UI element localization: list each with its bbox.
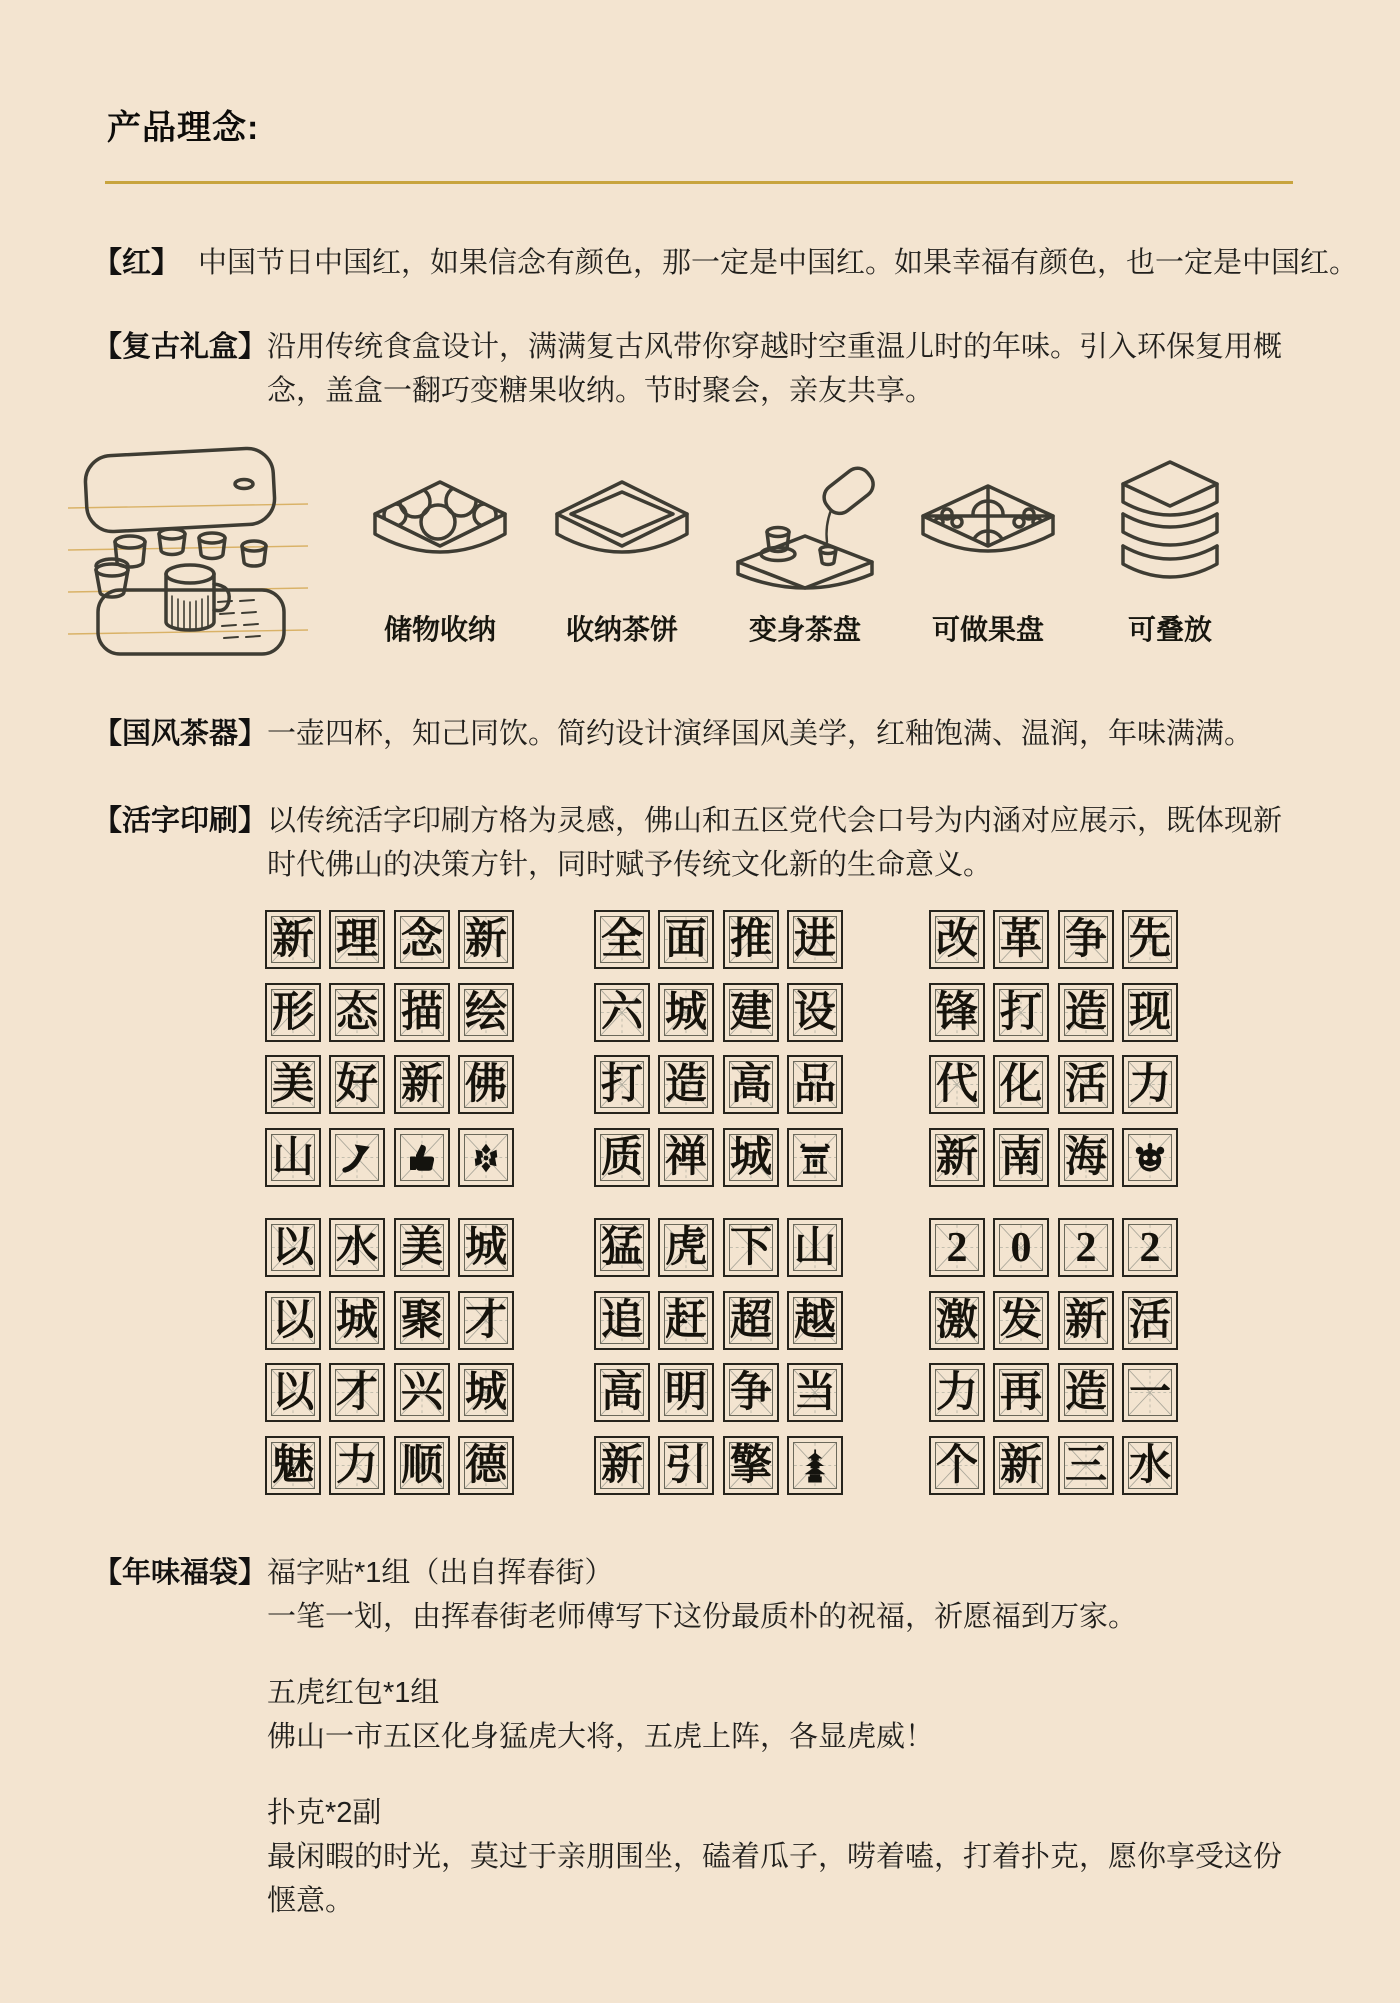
type-cell (458, 1128, 514, 1187)
type-character: 现 (1128, 989, 1171, 1036)
type-character: 新 (999, 1442, 1042, 1489)
feature-label: 可做果盘 (931, 614, 1044, 645)
type-cell (265, 1363, 321, 1422)
section-movable-type-label: 【活字印刷】 (93, 805, 268, 837)
type-cell (658, 1128, 714, 1187)
type-cell (458, 1055, 514, 1114)
type-cell (329, 1218, 385, 1277)
type-character: 打 (999, 989, 1042, 1036)
type-character: 城 (664, 989, 707, 1036)
type-cell (594, 1128, 650, 1187)
type-character: 城 (729, 1134, 772, 1181)
type-cell (929, 1218, 985, 1277)
type-cell (658, 983, 714, 1042)
type-cell (787, 910, 843, 969)
type-character: 活 (1064, 1061, 1107, 1108)
type-character: 高 (600, 1369, 643, 1416)
arrow-icon (331, 1130, 383, 1185)
type-character: 代 (935, 1061, 978, 1108)
type-cell (1058, 1436, 1114, 1495)
type-cell (265, 1291, 321, 1350)
type-cell (458, 910, 514, 969)
type-cell (394, 1436, 450, 1495)
type-cell (787, 983, 843, 1042)
type-cell (993, 1218, 1049, 1277)
fortune-bag-item (267, 1551, 1282, 1639)
type-cell (458, 1291, 514, 1350)
section-movable-type-text (267, 799, 1282, 887)
type-cell (1058, 983, 1114, 1042)
section-fortune-bag-label: 【年味福袋】 (93, 1557, 268, 1589)
type-cell (787, 1055, 843, 1114)
type-character: 越 (793, 1297, 836, 1344)
type-character: 引 (664, 1442, 707, 1489)
type-cell (594, 1218, 650, 1277)
type-character: 力 (1128, 1061, 1171, 1108)
text-line: 五虎红包*1组 (267, 1677, 440, 1709)
type-cell (594, 1055, 650, 1114)
type-character: 虎 (664, 1224, 707, 1271)
type-cell (458, 1363, 514, 1422)
type-character: 才 (464, 1297, 507, 1344)
type-character: 态 (335, 989, 378, 1036)
type-character: 禅 (664, 1134, 707, 1181)
type-cell (1122, 1055, 1178, 1114)
type-cell (394, 1055, 450, 1114)
type-character: 山 (271, 1134, 314, 1181)
type-cell (329, 1055, 385, 1114)
type-character: 聚 (400, 1297, 443, 1344)
type-cell (723, 910, 779, 969)
type-cell (993, 1436, 1049, 1495)
type-character: 改 (935, 916, 978, 963)
type-character: 明 (664, 1369, 707, 1416)
type-cell (265, 1218, 321, 1277)
type-character: 先 (1128, 916, 1171, 963)
type-cell (723, 983, 779, 1042)
type-cell (993, 983, 1049, 1042)
type-character: 力 (935, 1369, 978, 1416)
type-character: 以 (271, 1224, 314, 1271)
type-character: 水 (335, 1224, 378, 1271)
type-cell (458, 1218, 514, 1277)
feature-label: 变身茶盘 (748, 614, 861, 645)
type-character: 描 (400, 989, 443, 1036)
exploded-gift-box-illustration (60, 444, 316, 671)
fortune-bag-item (267, 1791, 1282, 1923)
type-cell (929, 910, 985, 969)
type-character: 城 (464, 1224, 507, 1271)
type-cell (1122, 1291, 1178, 1350)
type-character: 六 (600, 989, 643, 1036)
storage-tray-icon (345, 452, 535, 602)
type-cell (929, 1363, 985, 1422)
type-cell (394, 983, 450, 1042)
type-character: 面 (664, 916, 707, 963)
type-character: 2 (946, 1224, 968, 1271)
type-cell (929, 1291, 985, 1350)
type-character: 美 (400, 1224, 443, 1271)
type-character: 进 (793, 916, 836, 963)
pagoda-icon (789, 1438, 841, 1493)
type-cell (929, 1436, 985, 1495)
type-character: 顺 (400, 1442, 443, 1489)
type-cell (993, 1128, 1049, 1187)
type-character: 一 (1128, 1369, 1171, 1416)
text-line: 以传统活字印刷方格为灵感，佛山和五区党代会口号为内涵对应展示，既体现新 (267, 805, 1283, 837)
type-character: 追 (600, 1297, 643, 1344)
type-cell (394, 1218, 450, 1277)
stackable-icon (1075, 452, 1265, 602)
section-red-text (198, 241, 1358, 285)
type-character: 好 (335, 1061, 378, 1108)
section-fortune-bag (93, 1551, 1282, 1923)
text-line: 最闲暇的时光，莫过于亲朋围坐，磕着瓜子，唠着嗑，打着扑克，愿你享受这份 (267, 1841, 1283, 1873)
text-line: 扑克*2副 (267, 1797, 382, 1829)
type-cell (1122, 1363, 1178, 1422)
type-cell (265, 1055, 321, 1114)
type-character: 当 (793, 1369, 836, 1416)
type-character: 活 (1128, 1297, 1171, 1344)
type-character: 个 (935, 1442, 978, 1489)
type-character: 建 (729, 989, 772, 1036)
type-cell (787, 1363, 843, 1422)
text-line: 佛山一市五区化身猛虎大将，五虎上阵，各显虎威！ (267, 1721, 935, 1753)
type-cell (329, 1291, 385, 1350)
type-cell (329, 983, 385, 1042)
type-character: 绘 (464, 989, 507, 1036)
type-cell (1122, 1436, 1178, 1495)
type-cell (993, 1055, 1049, 1114)
type-character: 新 (935, 1134, 978, 1181)
fruit-tray-icon (893, 452, 1083, 602)
type-character: 形 (271, 989, 314, 1036)
type-cell (458, 983, 514, 1042)
feature-label: 储物收纳 (383, 614, 496, 645)
type-character: 城 (464, 1369, 507, 1416)
type-character: 超 (729, 1297, 772, 1344)
type-character: 猛 (600, 1224, 643, 1271)
type-cell (594, 910, 650, 969)
type-cell (929, 983, 985, 1042)
type-character: 争 (729, 1369, 772, 1416)
section-retro-box (93, 325, 1282, 413)
text-line: 中国节日中国红，如果信念有颜色，那一定是中国红。如果幸福有颜色，也一定是中国红。 (198, 247, 1359, 279)
type-cell (658, 1055, 714, 1114)
section-red (93, 241, 1358, 285)
text-line: 一笔一划，由挥春街老师傅写下这份最质朴的祝福，祈愿福到万家。 (267, 1601, 1138, 1633)
type-cell (929, 1055, 985, 1114)
type-character: 新 (400, 1061, 443, 1108)
type-cell (329, 1436, 385, 1495)
type-cell (394, 910, 450, 969)
type-character: 锋 (935, 989, 978, 1036)
type-cell (723, 1363, 779, 1422)
type-character: 佛 (464, 1061, 507, 1108)
type-cell (929, 1128, 985, 1187)
type-character: 擎 (729, 1442, 772, 1489)
type-cell (723, 1128, 779, 1187)
type-cell (787, 1218, 843, 1277)
type-character: 兴 (400, 1369, 443, 1416)
text-line: 沿用传统食盒设计，满满复古风带你穿越时空重温儿时的年味。引入环保复用概 (267, 331, 1283, 363)
type-character: 城 (335, 1297, 378, 1344)
lion-head-icon (1124, 1130, 1176, 1185)
text-line: 惬意。 (267, 1885, 355, 1917)
thumbs-up-icon (396, 1130, 448, 1185)
type-character: 赶 (664, 1297, 707, 1344)
type-character: 全 (600, 916, 643, 963)
type-cell (787, 1128, 843, 1187)
type-cell (658, 1363, 714, 1422)
type-cell (265, 983, 321, 1042)
type-character: 再 (999, 1369, 1042, 1416)
type-character: 山 (793, 1224, 836, 1271)
type-cell (658, 1218, 714, 1277)
text-line: 福字贴*1组（出自挥春街） (267, 1557, 614, 1589)
type-character: 化 (999, 1061, 1042, 1108)
pavilion-icon (789, 1130, 841, 1185)
type-character: 海 (1064, 1134, 1107, 1181)
type-cell (1122, 1218, 1178, 1277)
type-character: 0 (1010, 1224, 1032, 1271)
type-cell (1122, 1128, 1178, 1187)
type-cell (1058, 910, 1114, 969)
type-character: 三 (1064, 1442, 1107, 1489)
type-cell (658, 1291, 714, 1350)
section-movable-type (93, 799, 1282, 887)
type-character: 才 (335, 1369, 378, 1416)
type-cell (1122, 983, 1178, 1042)
type-cell (787, 1436, 843, 1495)
type-character: 发 (999, 1297, 1042, 1344)
type-cell (993, 1363, 1049, 1422)
type-character: 新 (464, 916, 507, 963)
type-cell (723, 1218, 779, 1277)
type-character: 水 (1128, 1442, 1171, 1489)
type-character: 造 (664, 1061, 707, 1108)
type-character: 质 (600, 1134, 643, 1181)
type-cell (394, 1363, 450, 1422)
type-cell (1122, 910, 1178, 969)
feature-label: 收纳茶饼 (565, 614, 678, 645)
type-character: 美 (271, 1061, 314, 1108)
type-cell (723, 1436, 779, 1495)
type-cell (594, 1363, 650, 1422)
title-underline (105, 181, 1293, 184)
section-retro-box-text (267, 325, 1282, 413)
type-cell (723, 1055, 779, 1114)
type-character: 2 (1139, 1224, 1161, 1271)
text-line: 时代佛山的决策方针，同时赋予传统文化新的生命意义。 (267, 849, 993, 881)
type-cell (265, 1436, 321, 1495)
fortune-bag-item (267, 1671, 1282, 1759)
type-character: 南 (999, 1134, 1042, 1181)
page-title: 产品理念: (107, 109, 260, 147)
type-cell (594, 1436, 650, 1495)
type-cell (329, 1363, 385, 1422)
section-red-label: 【红】 (93, 247, 181, 279)
type-character: 打 (600, 1061, 643, 1108)
text-line: 念，盖盒一翻巧变糖果收纳。节时聚会，亲友共享。 (267, 375, 935, 407)
type-cell (394, 1291, 450, 1350)
type-character: 革 (999, 916, 1042, 963)
tea-cake-tray-icon (527, 452, 717, 602)
type-character: 新 (600, 1442, 643, 1489)
type-character: 理 (335, 916, 378, 963)
type-character: 以 (271, 1297, 314, 1344)
type-character: 2 (1075, 1224, 1097, 1271)
feature-label: 可叠放 (1127, 614, 1212, 645)
type-cell (594, 1291, 650, 1350)
type-character: 念 (400, 916, 443, 963)
section-tea-set-text (267, 712, 1253, 756)
type-character: 推 (729, 916, 772, 963)
type-character: 造 (1064, 1369, 1107, 1416)
type-character: 造 (1064, 989, 1107, 1036)
section-tea-set-label: 【国风茶器】 (93, 718, 268, 750)
type-character: 力 (335, 1442, 378, 1489)
type-cell (787, 1291, 843, 1350)
type-cell (993, 910, 1049, 969)
type-cell (394, 1128, 450, 1187)
section-tea-set (93, 712, 1253, 756)
type-character: 高 (729, 1061, 772, 1108)
type-character: 新 (1064, 1297, 1107, 1344)
type-character: 设 (793, 989, 836, 1036)
type-character: 新 (271, 916, 314, 963)
type-character: 品 (793, 1061, 836, 1108)
type-character: 魅 (271, 1442, 314, 1489)
type-cell (329, 910, 385, 969)
type-cell (1058, 1128, 1114, 1187)
feature-5 (1060, 452, 1280, 648)
type-cell (458, 1436, 514, 1495)
type-cell (265, 910, 321, 969)
flower-icon (460, 1130, 512, 1185)
type-cell (658, 1436, 714, 1495)
type-cell (658, 910, 714, 969)
type-character: 争 (1064, 916, 1107, 963)
type-cell (1058, 1291, 1114, 1350)
type-cell (1058, 1055, 1114, 1114)
type-character: 以 (271, 1369, 314, 1416)
text-line: 一壶四杯，知己同饮。简约设计演绎国风美学，红釉饱满、温润，年味满满。 (267, 718, 1254, 750)
type-character: 德 (464, 1442, 507, 1489)
type-cell (993, 1291, 1049, 1350)
type-cell (1058, 1218, 1114, 1277)
type-cell (329, 1128, 385, 1187)
type-cell (1058, 1363, 1114, 1422)
type-cell (723, 1291, 779, 1350)
type-cell (265, 1128, 321, 1187)
type-cell (594, 983, 650, 1042)
section-fortune-bag-text (267, 1551, 1282, 1923)
tea-tray-icon (710, 452, 900, 602)
type-character: 激 (935, 1297, 978, 1344)
section-retro-box-label: 【复古礼盒】 (93, 331, 268, 363)
type-character: 下 (729, 1224, 772, 1271)
